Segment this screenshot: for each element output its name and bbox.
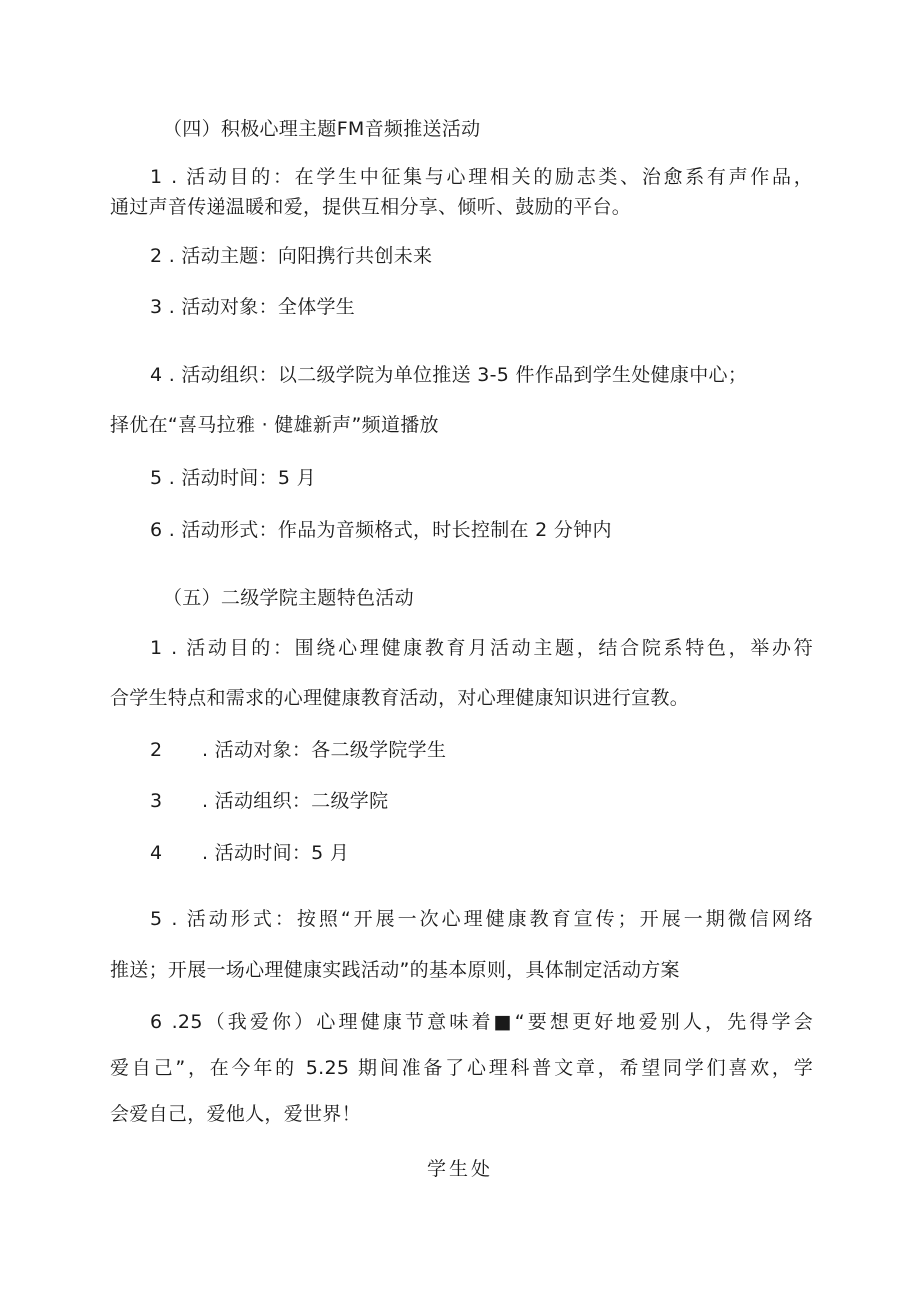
s5-item4-text: . 活动时间：5 月	[202, 842, 350, 864]
s5-item4-number: 4	[150, 842, 163, 864]
s5-item2-number: 2	[150, 739, 163, 761]
s5-item2-text: . 活动对象：各二级学院学生	[202, 739, 447, 761]
section-heading-5: （五）二级学院主题特色活动	[163, 587, 414, 609]
s4-item2: 2 . 活动主题：向阳携行共创未来	[150, 245, 433, 267]
s4-item5: 5 . 活动时间：5 月	[150, 467, 316, 489]
s5-item6-line1: 6 .25（我爱你）心理健康节意味着■“要想更好地爱别人，先得学会	[150, 1011, 813, 1033]
s4-item4-line1: 4 . 活动组织：以二级学院为单位推送 3-5 件作品到学生处健康中心；	[150, 364, 748, 386]
s5-item6-line2: 爱自己”，在今年的 5.25 期间准备了心理科普文章，希望同学们喜欢，学	[110, 1057, 813, 1079]
s4-item1-line1: 1 . 活动目的：在学生中征集与心理相关的励志类、治愈系有声作品，	[150, 166, 813, 188]
s5-item1-line1: 1 . 活动目的：围绕心理健康教育月活动主题，结合院系特色，举办符	[150, 637, 813, 659]
s4-item3: 3 . 活动对象：全体学生	[150, 296, 356, 318]
s4-item4-line2: 择优在“喜马拉雅 · 健雄新声”频道播放	[110, 414, 439, 436]
s5-item3-number: 3	[150, 790, 163, 812]
s4-item1-line2: 通过声音传递温暖和爱，提供互相分享、倾听、鼓励的平台。	[110, 196, 632, 218]
s5-item3-text: . 活动组织：二级学院	[202, 790, 389, 812]
s5-item1-line2: 合学生特点和需求的心理健康教育活动，对心理健康知识进行宣教。	[110, 687, 690, 709]
signature: 学生处	[426, 1158, 493, 1180]
section-heading-4: （四）积极心理主题FM音频推送活动	[163, 118, 481, 140]
s5-item5-line2: 推送；开展一场心理健康实践活动”的基本原则，具体制定活动方案	[110, 959, 680, 981]
s5-item5-line1: 5 . 活动形式：按照“开展一次心理健康教育宣传；开展一期微信网络	[150, 908, 813, 930]
s5-item6-line3: 会爱自己，爱他人，爱世界！	[110, 1103, 361, 1125]
s4-item6: 6 . 活动形式：作品为音频格式，时长控制在 2 分钟内	[150, 519, 612, 541]
